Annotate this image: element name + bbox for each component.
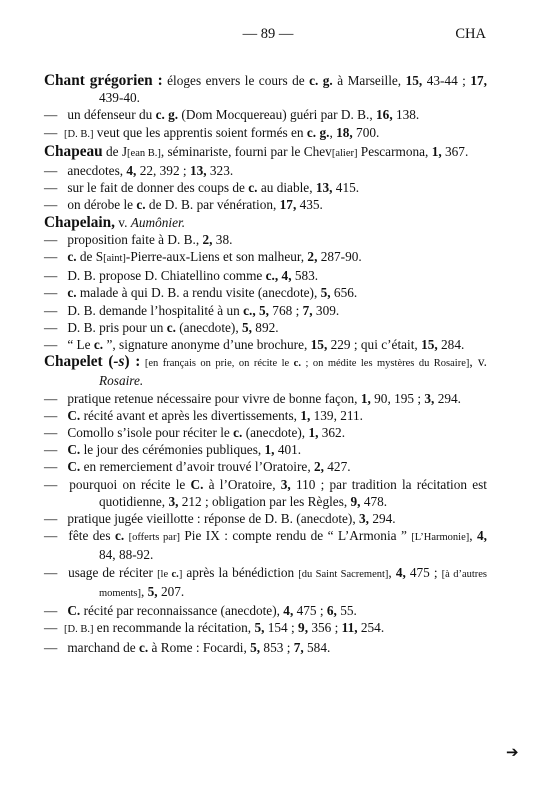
sub-entry: — C. récité avant et après les divertissements, 1, 139, 211. bbox=[44, 407, 364, 423]
sub-entry: — pratique jugée vieillotte : réponse de D. B. (anecdote), 3, 294. bbox=[44, 511, 396, 527]
index-entry-chapelain: Chapelain, v. Aumônier. bbox=[44, 213, 186, 231]
sub-entry: — c. de S[aint]-Pierre-aux-Liens et son malheur, 2, 287-90. bbox=[44, 249, 362, 265]
sub-entry: — on dérobe le c. de D. B. par vénération, 17, 435. bbox=[44, 197, 323, 213]
sub-entry: — C. récité par reconnaissance (anecdote), 4, 475 ; 6, 55. bbox=[44, 603, 357, 619]
sub-entry: — “ Le c. ”, signature anonyme d’une brochure, 15, 229 ; qui c’était, 15, 284. bbox=[44, 337, 465, 353]
sub-entry: — D. B. propose D. Chiatellino comme c., 4, 583. bbox=[44, 268, 319, 284]
sub-entry: — C. en remerciement d’avoir trouvé l’Oratoire, 2, 427. bbox=[44, 459, 351, 475]
sub-entry: — D. B. demande l’hospitalité à un c., 5, 768 ; 7, 309. bbox=[44, 302, 340, 318]
sub-entry: — proposition faite à D. B., 2, 38. bbox=[44, 231, 233, 247]
continuation-arrow-icon: ➔ bbox=[506, 743, 519, 761]
sub-entry: — [D. B.] en recommande la récitation, 5, 154 ; 9, 356 ; 11, 254. bbox=[44, 620, 385, 636]
sub-entry: — D. B. pris pour un c. (anecdote), 5, 892. bbox=[44, 319, 279, 335]
index-entry-chapeau: Chapeau de J[ean B.], séminariste, fourni par le Chev[alier] Pescarmona, 1, 367. bbox=[44, 142, 469, 160]
page-number: — 89 — bbox=[242, 26, 294, 42]
sub-entry: — un défenseur du c. g. (Dom Mocquereau) guéri par D. B., 16, 138. bbox=[44, 107, 420, 123]
sub-entry: — marchand de c. à Rome : Focardi, 5, 853 ; 7, 584. bbox=[44, 639, 331, 655]
page-header bbox=[0, 26, 536, 46]
sub-entry: — usage de réciter [le c.] après la bénédiction [du Saint Sacrement], 4, 475 ; [à d’autres moments], 5, 207. bbox=[44, 564, 488, 599]
sub-entry: — Comollo s’isole pour réciter le c. (anecdote), 1, 362. bbox=[44, 425, 346, 441]
index-entry-chant-gregorien: Chant grégorien : éloges envers le cours de c. g. à Marseille, 15, 43-44 ; 17, 439-40. bbox=[44, 72, 487, 106]
sub-entry: — pratique retenue nécessaire pour vivre de bonne façon, 1, 90, 195 ; 3, 294. bbox=[44, 390, 461, 406]
sub-entry: — pourquoi on récite le C. à l’Oratoire, 3, 110 ; par tradition la récitation est quotidienne, 3, 212 ; obligation par les Règles, 9, 478. bbox=[44, 476, 487, 509]
sub-entry: — [D. B.] veut que les apprentis soient formés en c. g., 18, 700. bbox=[44, 124, 380, 140]
sub-entry: — anecdotes, 4, 22, 392 ; 13, 323. bbox=[44, 163, 234, 179]
sub-entry: — fête des c. [offerts par] Pie IX : compte rendu de “ L’Armonia ” [L’Harmonie], 4, 84, 88-92. bbox=[44, 528, 487, 563]
sub-entry: — c. malade à qui D. B. a rendu visite (anecdote), 5, 656. bbox=[44, 285, 358, 301]
index-entry-chapelet: Chapelet (-s) : [en français on prie, on récite le c. ; on médite les mystères du Rosaire], v. Rosaire. bbox=[44, 353, 487, 389]
sub-entry: — C. le jour des cérémonies publiques, 1, 401. bbox=[44, 442, 302, 458]
sub-entry: — sur le fait de donner des coups de c. au diable, 13, 415. bbox=[44, 180, 360, 196]
running-head: CHA bbox=[455, 26, 486, 42]
index-body bbox=[44, 72, 487, 656]
